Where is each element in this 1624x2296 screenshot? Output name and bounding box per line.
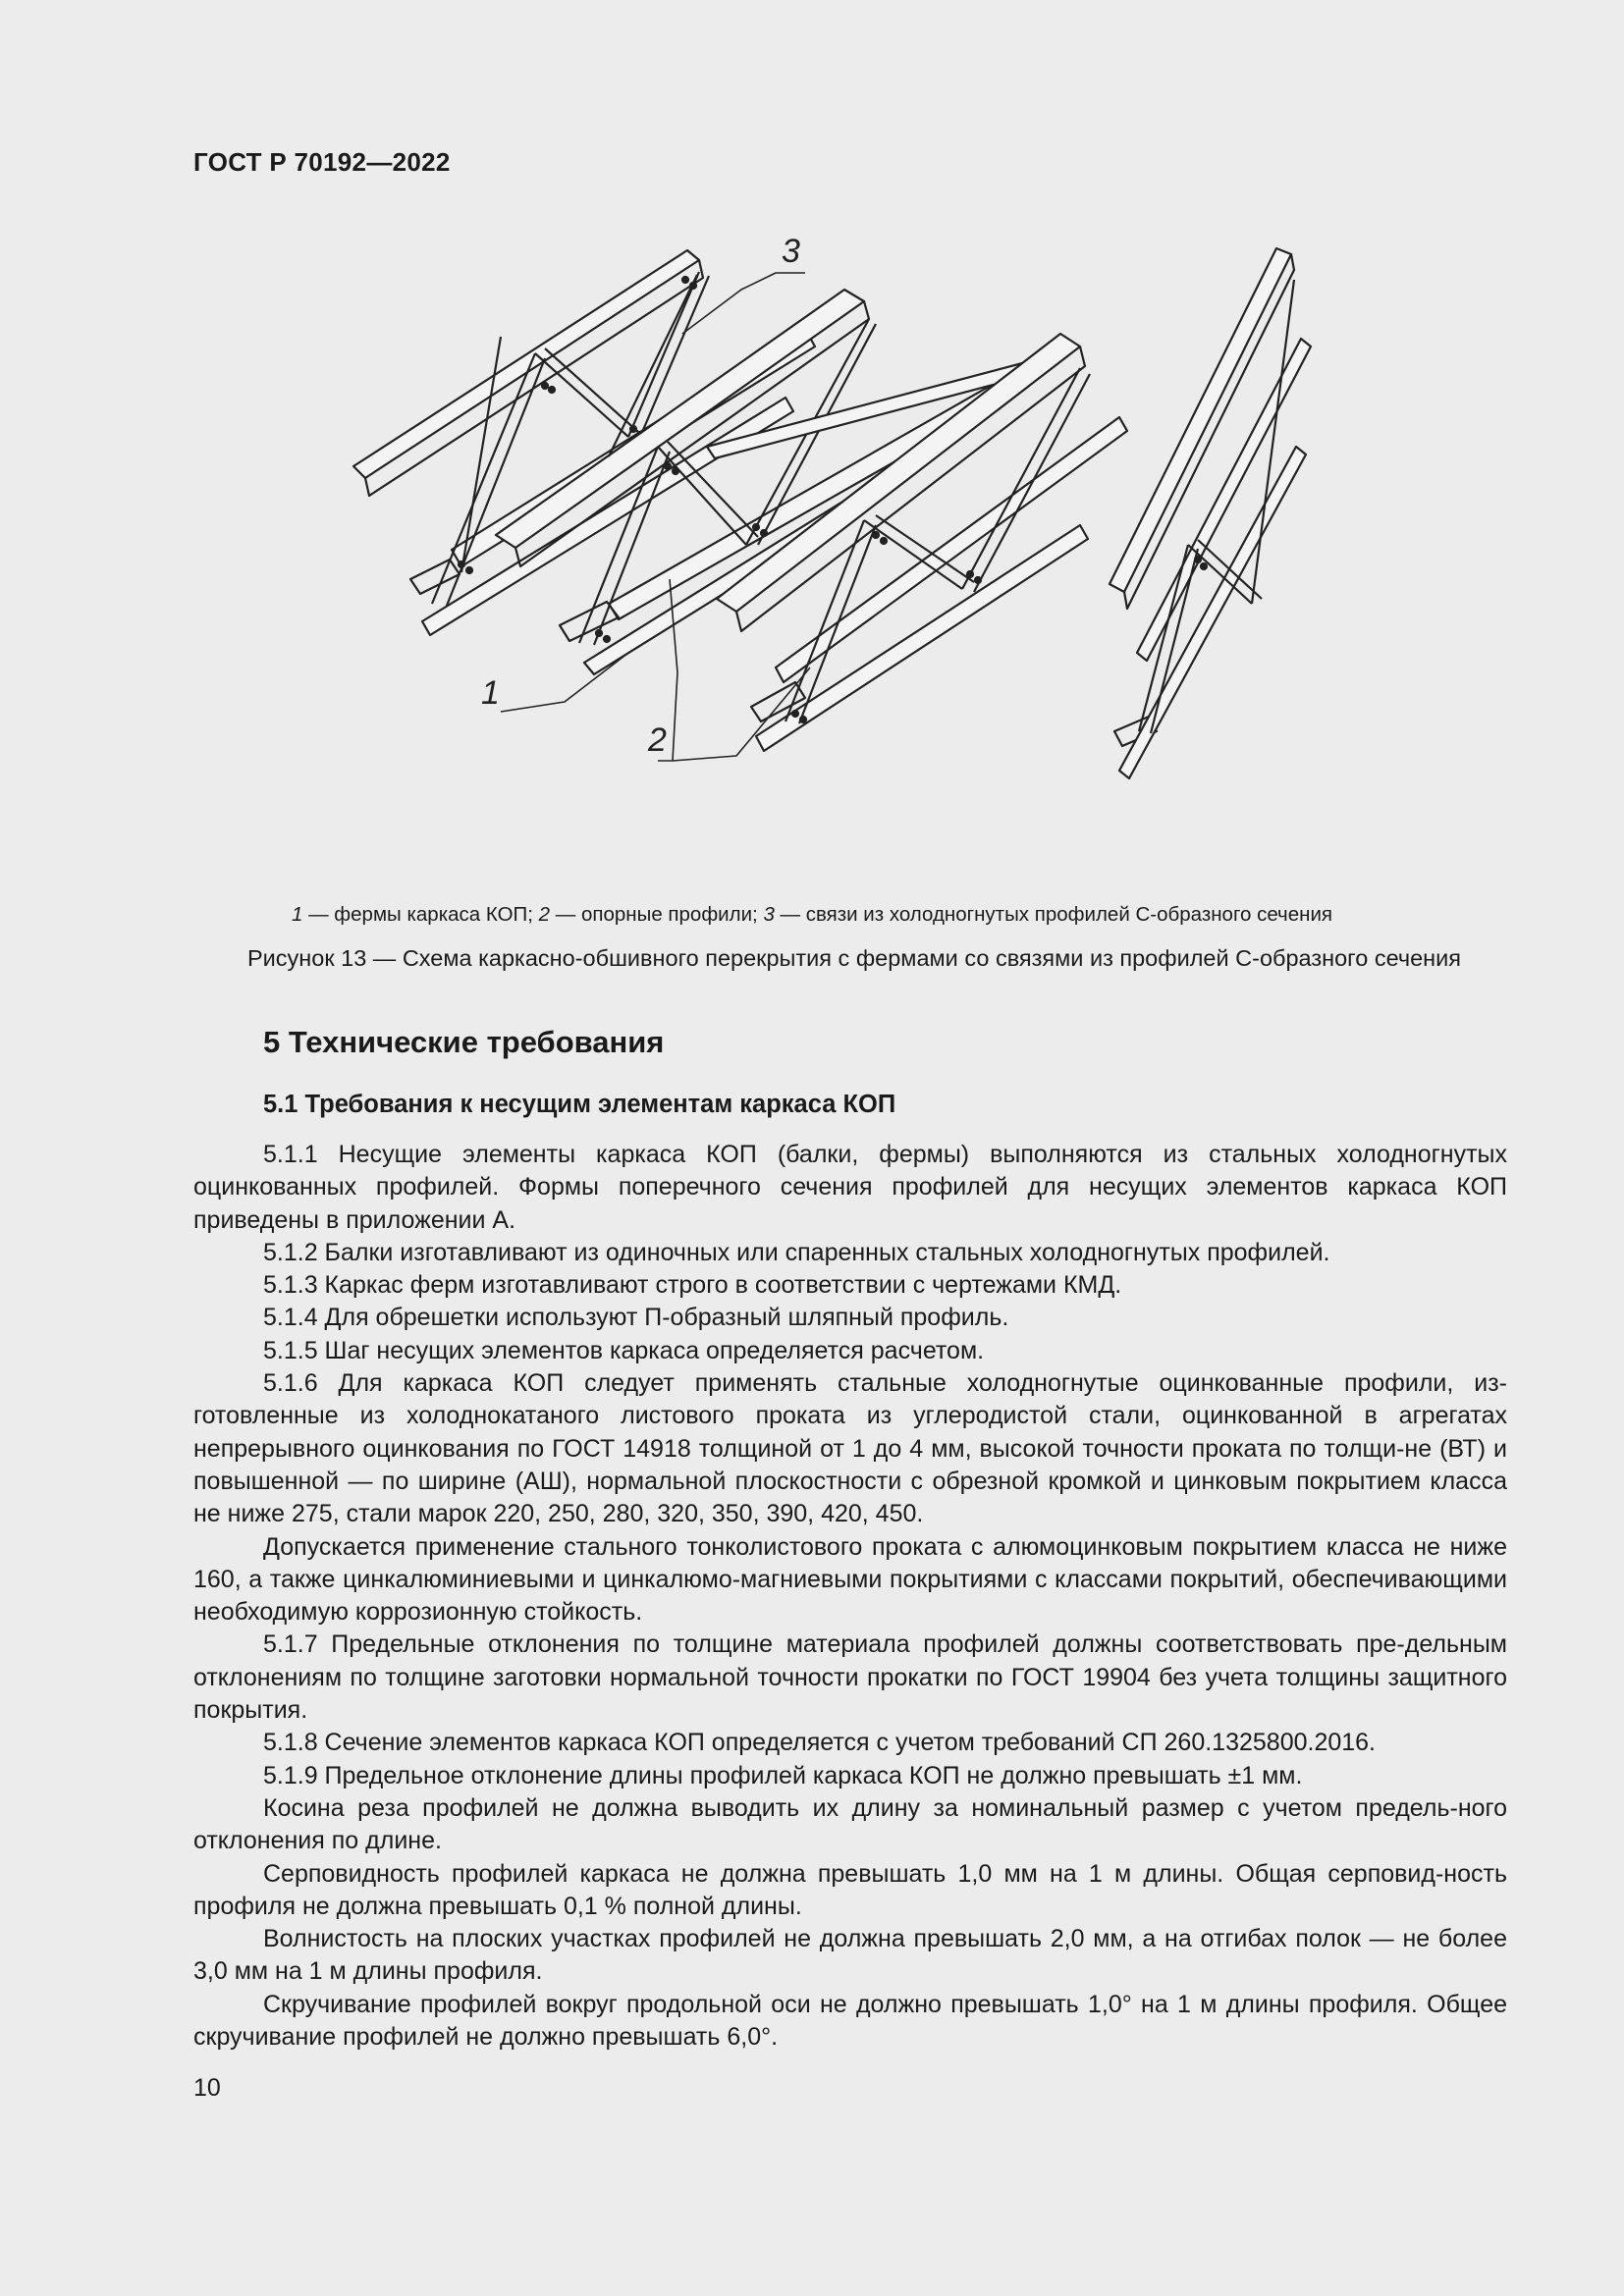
callout-1: 1 (481, 674, 500, 712)
legend-num-1: 1 (291, 903, 303, 926)
paragraph: 5.1.7 Предельные отклонения по толщине материала профилей должны соответствовать пре-дельным отклонениям по толщине заготовки нормальной точности прокатки по ГОСТ 19904 без учета толщины защитного покрытия. (193, 1630, 1507, 1725)
paragraph: 5.1.9 Предельное отклонение длины профилей каркаса КОП не должно превышать ±1 мм. (263, 1761, 1303, 1789)
paragraph: Допускается применение стального тонколистового проката с алюмоцинковым покрытием класса не ниже 160, а также цинкалюминиевыми и цинкалюмо-магниевыми покрытиями с классами покрытий, обеспечивающими необходимую коррозионную стойкость. (193, 1532, 1507, 1627)
paragraph: Косина реза профилей не должна выводить их длину за номинальный размер с учетом предель-ного отклонения по длине. (193, 1793, 1507, 1855)
paragraph: Волнистость на плоских участках профилей не должна превышать 2,0 мм, а на отгибах полок — не более 3,0 мм на 1 м длины профиля. (193, 1925, 1507, 1986)
paragraph: Серповидность профилей каркаса не должна превышать 1,0 мм на 1 м длины. Общая серповид-ность профиля не должна превышать 0,1 % полной длины. (193, 1859, 1507, 1920)
page-number: 10 (193, 2074, 221, 2102)
paragraph: 5.1.1 Несущие элементы каркаса КОП (балки, фермы) выполняются из стальных холодногнутых оцинкованных профилей. Формы поперечного сечения профилей для несущих элементов каркаса КОП приведены в приложении А. (193, 1141, 1507, 1234)
paragraph: 5.1.8 Сечение элементов каркаса КОП определяется с учетом требований СП 260.1325800.2016. (263, 1729, 1377, 1757)
callout-2: 2 (648, 721, 667, 759)
truss-4 (1110, 248, 1311, 778)
legend-text-3: — связи из холодногнутых профилей С-образного сечения (774, 903, 1332, 926)
figure-legend (0, 903, 1624, 927)
document-header: ГОСТ Р 70192—2022 (193, 147, 451, 177)
truss-frame-figure (334, 221, 1375, 869)
paragraph: 5.1.2 Балки изготавливают из одиночных или спаренных стальных холодногнутых профилей. (263, 1238, 1330, 1266)
subsection-heading: 5.1 Требования к несущим элементам каркаса КОП (263, 1091, 896, 1118)
paragraph: 5.1.6 Для каркаса КОП следует применять стальные холодногнутые оцинкованные профили, из-готовленные из холоднокатаного листового проката из углеродистой стали, оцинкованной в агрегатах непрерывного оцинкования по ГОСТ 14918 толщиной от 1 до 4 мм, высокой точности проката по толщи-не (ВТ) и повышенной — по ширине (АШ), нормальной плоскостности с обрезной кромкой и цинковым покрытием класса не ниже 275, стали марок 220, 250, 280, 320, 350, 390, 420, 450. (193, 1369, 1507, 1528)
legend-text-1: — фермы каркаса КОП; (302, 903, 539, 926)
legend-num-3: 3 (763, 903, 775, 926)
figure-caption: Рисунок 13 — Схема каркасно-обшивного перекрытия с фермами со связями из профилей С-образного сечения (246, 945, 1462, 971)
paragraph: Скручивание профилей вокруг продольной оси не должно превышать 1,0° на 1 м длины профиля. Общее скручивание профилей не должно превышать 6,0°. (193, 1990, 1507, 2052)
section-heading: 5 Технические требования (263, 1025, 665, 1059)
paragraph: 5.1.4 Для обрешетки используют П-образный шляпный профиль. (263, 1304, 1009, 1332)
legend-text-2: — опорные профили; (550, 903, 764, 926)
paragraph: 5.1.5 Шаг несущих элементов каркаса определяется расчетом. (263, 1336, 985, 1364)
legend-num-2: 2 (538, 903, 551, 926)
callout-3: 3 (782, 233, 800, 270)
body-text (193, 1139, 1507, 2054)
leader-line-3 (682, 273, 805, 334)
paragraph: 5.1.3 Каркас ферм изготавливают строго в соответствии с чертежами КМД. (263, 1271, 1122, 1300)
